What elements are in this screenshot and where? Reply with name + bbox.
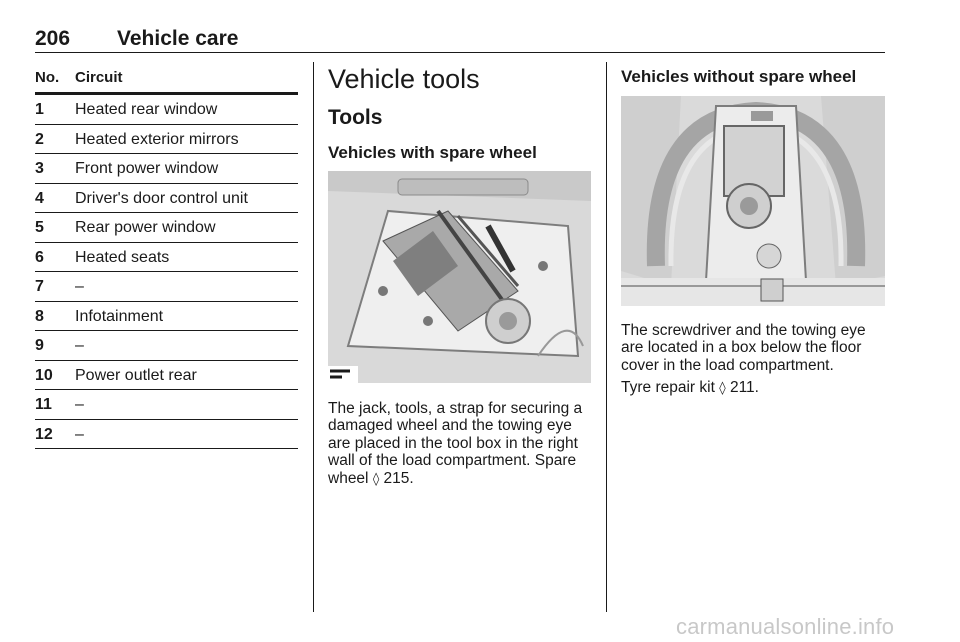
tool-box-photo	[328, 171, 591, 383]
fuse-table-header	[35, 64, 298, 95]
page-number: 206	[35, 27, 71, 50]
with-spare-description: The jack, tools, a strap for securing a damaged wheel and the towing eye are placed in the tool box in the right wall of the load compartment. Spare wheel ◊ 215.	[328, 400, 583, 487]
table-row	[35, 390, 298, 420]
cross-reference-icon: ◊	[719, 381, 726, 396]
floor-storage-illustration	[621, 96, 885, 306]
table-row	[35, 154, 298, 184]
column-header-circuit: Circuit	[75, 69, 123, 86]
table-row	[35, 213, 298, 243]
cross-reference-page: 215.	[379, 469, 414, 487]
table-row	[35, 125, 298, 155]
table-row	[35, 331, 298, 361]
fuse-circuit: –	[75, 425, 84, 443]
fuse-number: 9	[35, 337, 44, 354]
fuse-circuit: Power outlet rear	[75, 366, 197, 384]
watermark: carmanualsonline.info	[676, 614, 895, 639]
fuse-circuit: Rear power window	[75, 219, 216, 236]
fuse-table-body	[35, 95, 298, 449]
fuse-number: 2	[35, 130, 44, 148]
fuse-circuit: Heated exterior mirrors	[75, 130, 239, 148]
fuse-circuit: –	[75, 337, 84, 354]
table-row	[35, 361, 298, 391]
fuse-table	[35, 64, 298, 449]
table-row	[35, 184, 298, 214]
tool-box-illustration	[328, 171, 591, 383]
fuse-number: 11	[35, 396, 52, 413]
fuse-circuit: Front power window	[75, 160, 219, 177]
table-row	[35, 302, 298, 332]
floor-storage-photo	[621, 96, 885, 306]
fuse-number: 5	[35, 219, 44, 236]
cross-reference-page: 211.	[725, 379, 759, 396]
section-subtitle: Tools	[328, 106, 383, 129]
section-title: Vehicle tools	[328, 64, 480, 94]
fuse-circuit: –	[75, 278, 84, 295]
with-spare-heading: Vehicles with spare wheel	[328, 143, 537, 162]
fuse-number: 6	[35, 248, 44, 266]
column-divider-left	[313, 62, 314, 612]
table-row	[35, 243, 298, 273]
fuse-number: 8	[35, 307, 44, 325]
cross-reference-icon: ◊	[372, 471, 380, 487]
column-header-no: No.	[35, 69, 60, 86]
fuse-circuit: Infotainment	[75, 307, 164, 325]
fuse-circuit: Driver's door control unit	[75, 189, 248, 207]
fuse-number: 7	[35, 278, 44, 295]
tyre-repair-kit-reference: Tyre repair kit ◊ 211.	[621, 379, 759, 396]
table-row	[35, 95, 298, 125]
fuse-number: 4	[35, 189, 44, 207]
without-spare-description: The screwdriver and the towing eye are located in a box below the floor cover in the load compartment.	[621, 322, 866, 374]
fuse-number: 12	[35, 425, 53, 443]
chapter-title: Vehicle care	[117, 27, 239, 50]
fuse-number: 1	[35, 101, 44, 118]
fuse-number: 3	[35, 160, 44, 177]
without-spare-heading: Vehicles without spare wheel	[621, 67, 857, 86]
table-row	[35, 272, 298, 302]
fuse-number: 10	[35, 366, 53, 384]
column-divider-right	[606, 62, 607, 612]
table-row	[35, 420, 298, 450]
fuse-circuit: Heated seats	[75, 248, 170, 266]
fuse-circuit: Heated rear window	[75, 101, 218, 118]
page-header	[35, 22, 885, 53]
fuse-circuit: –	[75, 396, 84, 413]
